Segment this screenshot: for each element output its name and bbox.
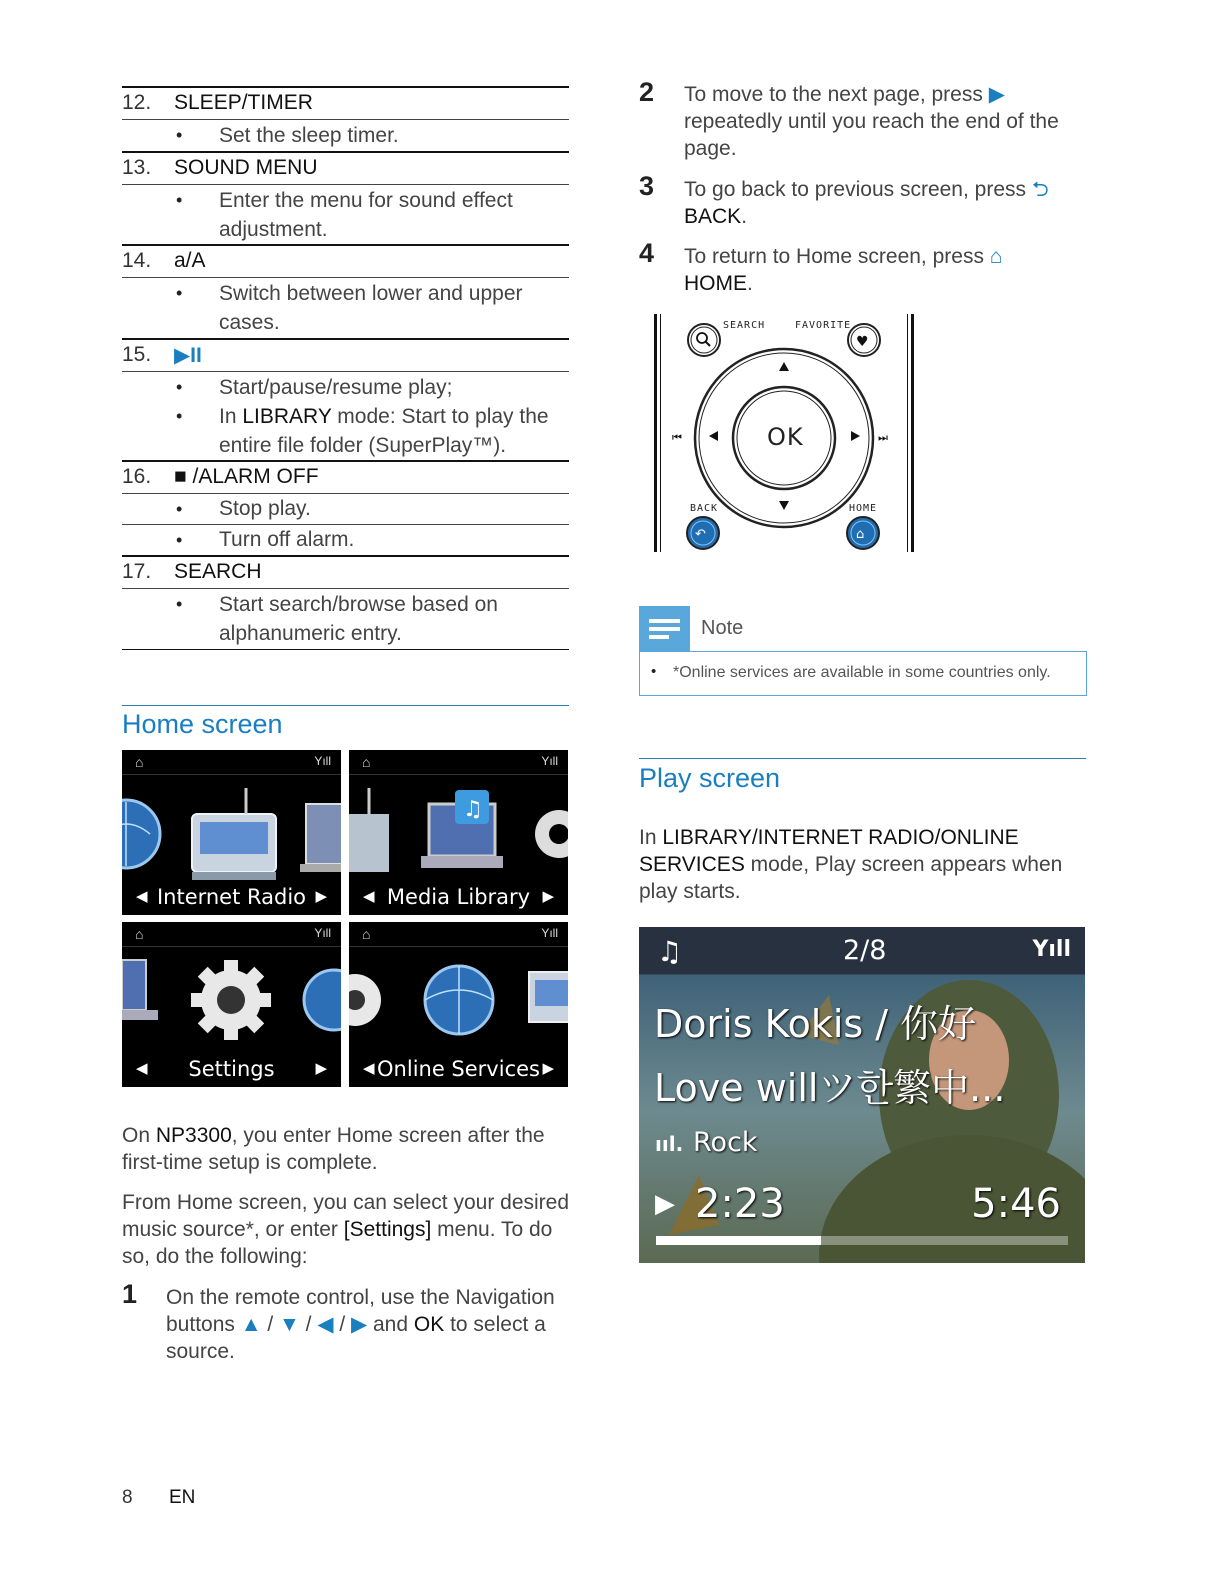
table-row: [122, 119, 569, 151]
step-number: 2: [639, 77, 655, 107]
nav-arrows-icon: ▲ / ▼ / ◀ / ▶: [240, 1313, 368, 1336]
table-row: [122, 338, 569, 371]
page-number: 8: [122, 1487, 133, 1508]
text-span: To return to Home screen, press: [684, 245, 990, 268]
text-span: On the remote control, use the Navigation buttons: [166, 1286, 555, 1336]
text-span: repeatedly until you reach the end of the page.: [684, 110, 1059, 160]
row-text: Turn off alarm.: [219, 528, 355, 551]
table-row: [122, 460, 569, 493]
table-row: [122, 151, 569, 184]
text-span: In: [219, 405, 243, 428]
table-row: [122, 277, 569, 338]
tile-label: Settings: [188, 1057, 275, 1081]
row-title: SOUND MENU: [174, 156, 318, 179]
home-icon: ⌂: [135, 926, 144, 942]
svg-text:⏭: ⏭: [878, 431, 888, 444]
back-icon: ⮌: [1031, 178, 1049, 201]
back-keyword: BACK: [684, 205, 742, 228]
bullet: •: [176, 190, 183, 210]
tile-internet-radio: [122, 750, 341, 915]
row-title: SLEEP/TIMER: [174, 91, 313, 114]
row-text: Stop play.: [219, 497, 311, 520]
row-number: 17.: [122, 560, 152, 583]
left-arrow-icon[interactable]: ◀: [363, 888, 375, 905]
step-text: [684, 81, 1079, 162]
right-arrow-icon[interactable]: ▶: [315, 1060, 327, 1077]
home-paragraph-1: [122, 1122, 572, 1176]
tile-label: Internet Radio: [156, 885, 307, 909]
table-row: [122, 524, 569, 555]
progress-fill: [656, 1236, 821, 1245]
tile-online-services: [349, 922, 568, 1087]
text-span: To go back to previous screen, press: [684, 178, 1032, 201]
row-number: 13.: [122, 156, 152, 179]
bullet: •: [176, 125, 183, 145]
table-row: [122, 244, 569, 277]
row-number: 14.: [122, 249, 152, 272]
bullet: •: [176, 594, 183, 614]
model-keyword: NP3300: [155, 1124, 232, 1147]
row-text: Start search/browse based on alphanumeric entry.: [219, 593, 498, 645]
text-span: and: [367, 1313, 414, 1336]
signal-icon: Yıll: [314, 926, 331, 940]
right-arrow-icon[interactable]: ▶: [542, 1060, 554, 1077]
bullet: •: [176, 499, 183, 519]
track-index: 2/8: [843, 935, 887, 966]
step-text: [684, 176, 1079, 230]
bullet: •: [176, 530, 183, 550]
play-icon: ▶: [655, 1189, 675, 1219]
text-span: On: [122, 1124, 156, 1147]
svg-text:⏮: ⏮: [672, 431, 682, 444]
text-span: .: [741, 205, 748, 228]
status-bar: [122, 750, 341, 775]
row-title: a/A: [174, 249, 206, 272]
home-icon: ⌂: [362, 926, 371, 942]
total-time: 5:46: [971, 1181, 1061, 1227]
play-screen: [639, 927, 1085, 1263]
row-number: 16.: [122, 465, 152, 488]
status-bar: [349, 750, 568, 775]
row-text: Enter the menu for sound effect adjustment.: [219, 189, 513, 241]
right-arrow-icon[interactable]: ▶: [315, 888, 327, 905]
row-text: Start/pause/resume play;: [219, 376, 453, 399]
note-text: *Online services are available in some countries only.: [673, 664, 1051, 681]
row-title: ■ /ALARM OFF: [174, 465, 319, 488]
table-row: [122, 555, 569, 588]
note-title: Note: [701, 617, 744, 639]
text-span: From Home screen, you can select your desired music source*, or enter: [122, 1191, 570, 1241]
status-bar: [349, 922, 568, 947]
table-row: [122, 86, 569, 119]
genre-icon: ııl.: [655, 1132, 684, 1156]
text-span: In: [639, 826, 663, 849]
home-screen-tiles: [122, 750, 569, 1088]
search-button-label: SEARCH: [723, 320, 766, 331]
step-text: [684, 243, 1079, 297]
bullet: •: [651, 663, 657, 680]
svg-text:♫: ♫: [463, 797, 483, 822]
text-span: menu. To do so, do the following:: [122, 1218, 553, 1268]
table-row: [122, 588, 569, 650]
section-divider: [122, 705, 569, 706]
home-icon: ⌂: [989, 245, 1003, 268]
home-icon: ⌂: [135, 754, 144, 770]
library-keyword: LIBRARY: [242, 405, 332, 428]
step-number: 4: [639, 238, 655, 268]
signal-icon: Yıll: [541, 754, 558, 768]
home-button-label: HOME: [849, 503, 878, 514]
table-row: [122, 184, 569, 244]
left-arrow-icon[interactable]: ◀: [136, 888, 148, 905]
row-number: 15.: [122, 343, 152, 366]
play-screen-heading: Play screen: [639, 763, 781, 793]
favorite-button-label: FAVORITE: [795, 320, 852, 331]
play-pause-icon: ▶II: [174, 344, 202, 367]
bullet: •: [176, 406, 183, 426]
note-icon: [639, 606, 690, 652]
home-icon: ⌂: [362, 754, 371, 770]
note-body: [639, 651, 1087, 696]
home-keyword: HOME: [684, 272, 747, 295]
row-number: 12.: [122, 91, 152, 114]
title-line: Love willツ한繁中...: [654, 1066, 1006, 1110]
signal-icon: Yıll: [541, 926, 558, 940]
text-span: mode: Start to play the entire file folder (SuperPlay™).: [219, 405, 549, 457]
step-number: 3: [639, 171, 655, 201]
text-span: To move to the next page, press: [684, 83, 989, 106]
svg-text:↶: ↶: [695, 527, 706, 542]
right-arrow-icon: ▶: [988, 83, 1005, 106]
tile-settings: [122, 922, 341, 1087]
ok-keyword: OK: [413, 1313, 445, 1336]
settings-keyword: [Settings]: [343, 1218, 432, 1241]
artist-line: Doris Kokis / 你好: [654, 1002, 977, 1046]
modes-keyword: LIBRARY/INTERNET RADIO/ONLINE SERVICES: [639, 826, 1019, 876]
home-paragraph-2: [122, 1189, 572, 1270]
tile-label: Media Library: [386, 885, 531, 909]
text-span: , you enter Home screen after the first-time setup is complete.: [122, 1124, 545, 1174]
table-row: [122, 371, 569, 460]
row-text: Set the sleep timer.: [219, 124, 399, 147]
status-bar: [122, 922, 341, 947]
music-note-icon: ♫: [657, 935, 683, 968]
row-text: Switch between lower and upper cases.: [219, 282, 523, 334]
feature-table: [122, 86, 569, 650]
right-arrow-icon[interactable]: ▶: [542, 888, 554, 905]
text-span: to select a source.: [166, 1313, 546, 1363]
text-span: mode, Play screen appears when play starts.: [639, 853, 1063, 903]
row-text: [219, 402, 559, 460]
left-arrow-icon[interactable]: ◀: [363, 1060, 375, 1077]
language-code: EN: [169, 1487, 196, 1508]
tile-label: Online Services: [377, 1057, 540, 1081]
note-box: [639, 606, 1087, 696]
step-number: 1: [122, 1279, 138, 1309]
table-row: [122, 493, 569, 524]
row-title: SEARCH: [174, 560, 262, 583]
svg-text:⌂: ⌂: [856, 527, 865, 542]
section-divider: [639, 758, 1086, 759]
genre: Rock: [693, 1127, 758, 1158]
left-arrow-icon[interactable]: ◀: [136, 1060, 148, 1077]
signal-icon: Yıll: [1032, 937, 1071, 962]
svg-text:♥: ♥: [856, 334, 869, 350]
ok-button-label: OK: [767, 423, 804, 451]
bullet: •: [176, 283, 183, 303]
elapsed-time: 2:23: [695, 1181, 785, 1227]
back-button-label: BACK: [690, 503, 719, 514]
signal-icon: Yıll: [314, 754, 331, 768]
step-text: [166, 1284, 571, 1365]
progress-track: [656, 1236, 1068, 1245]
play-paragraph: [639, 824, 1086, 905]
text-span: .: [747, 272, 753, 295]
bullet: •: [176, 377, 183, 397]
tile-media-library: [349, 750, 568, 915]
home-screen-heading: Home screen: [122, 709, 283, 739]
